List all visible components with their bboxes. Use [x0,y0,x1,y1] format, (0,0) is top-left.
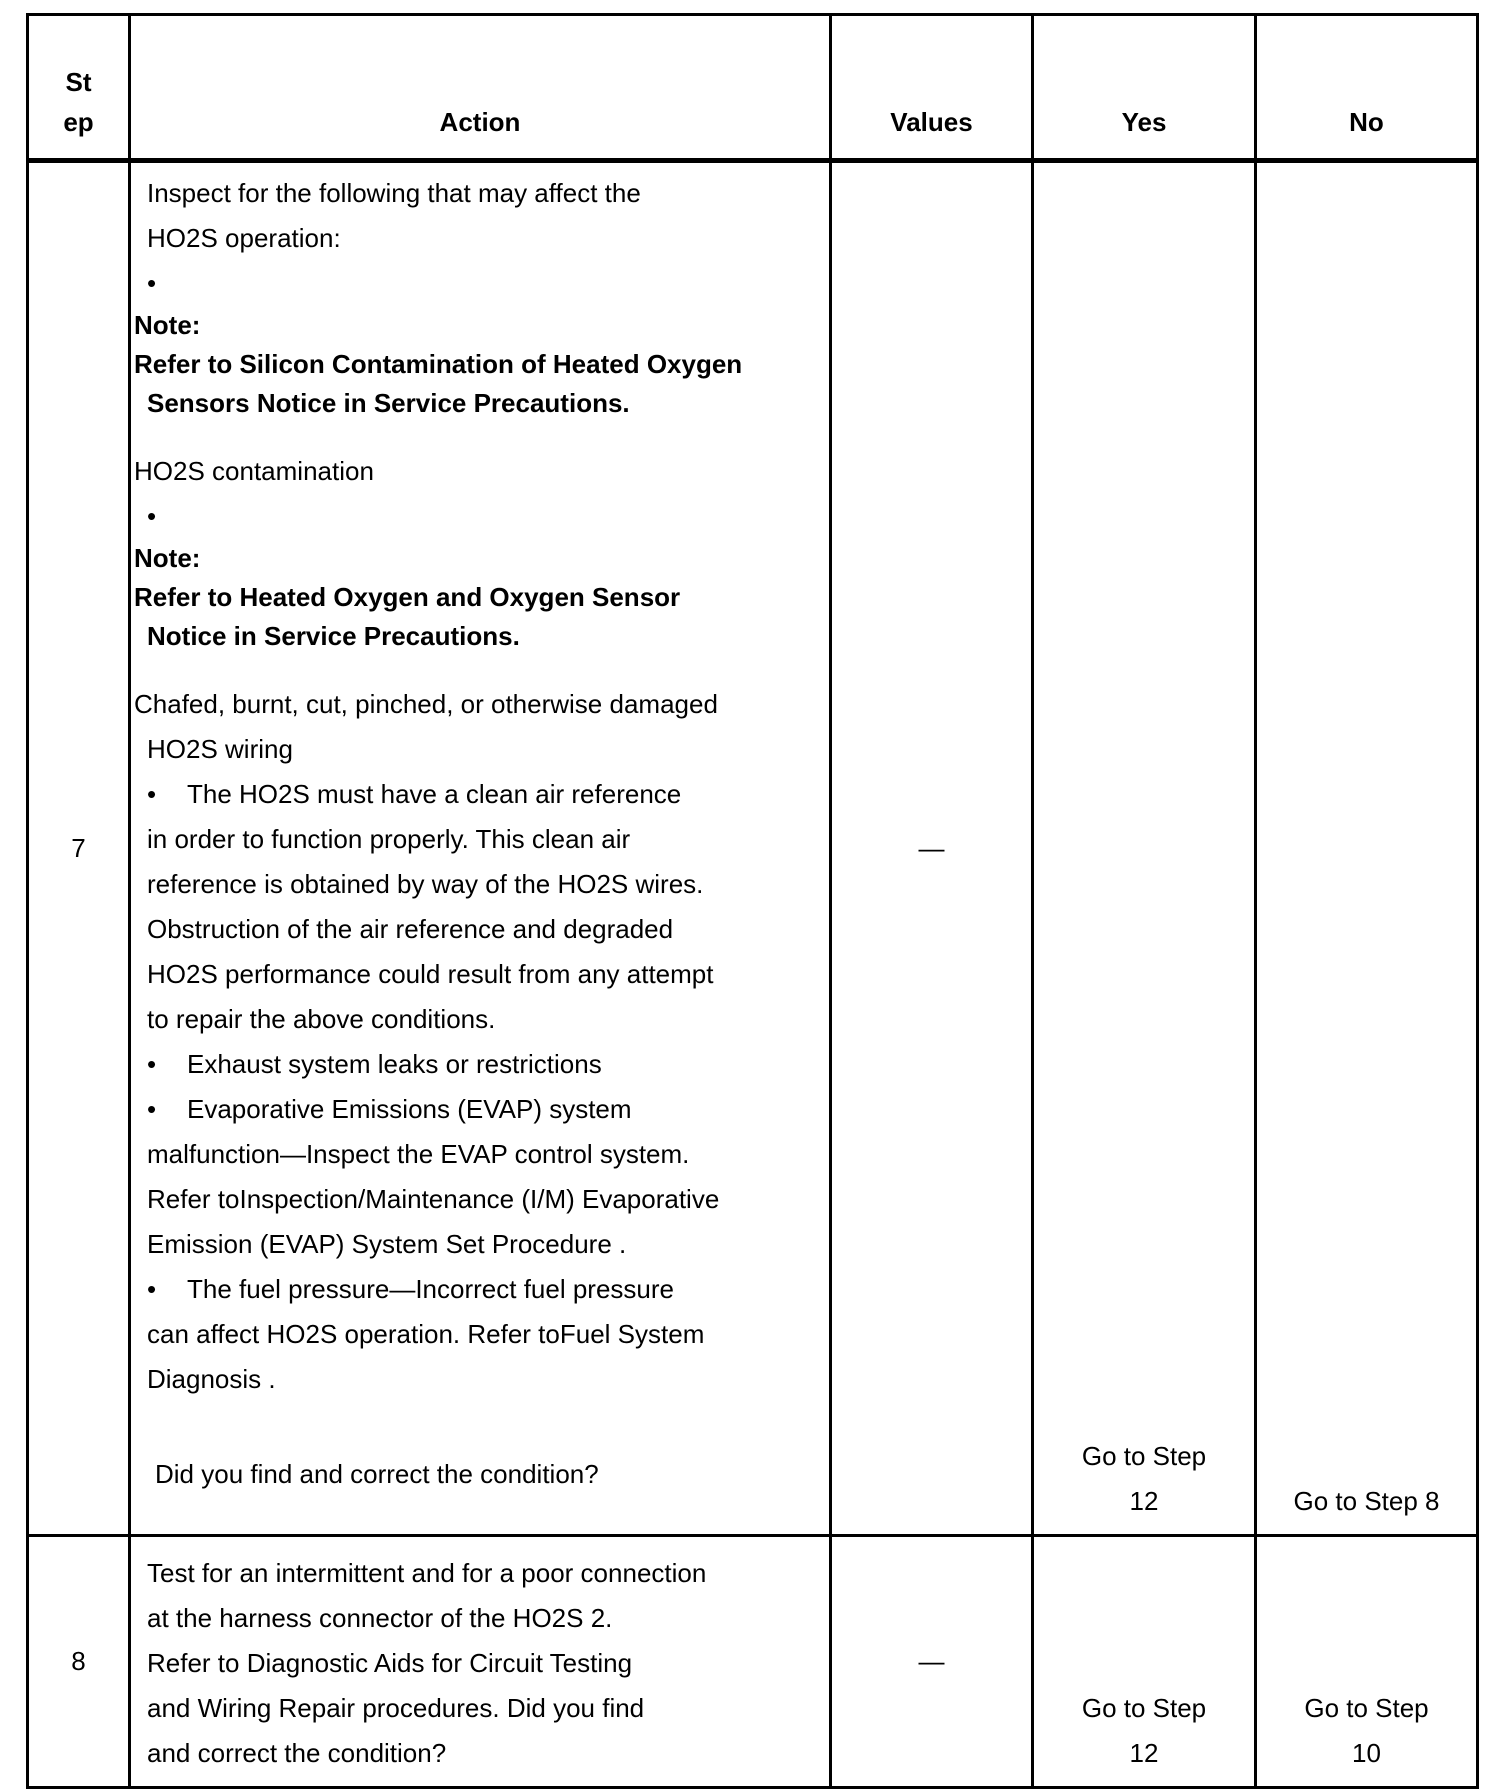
bullet-text: Evaporative Emissions (EVAP) system [187,1094,632,1124]
table-row-step-7 [28,161,1478,1536]
inspection-item: Chafed, burnt, cut, pinched, or otherwise damaged [134,689,718,719]
header-step-label: St ep [63,67,94,137]
bullet-item [134,1042,819,1087]
bullet-marker: • [147,1274,157,1304]
yes-link-line: Go to Step [1081,1693,1207,1723]
bullet-text: Obstruction of the air reference and degraded [147,914,674,944]
action-line: Refer to Diagnostic Aids for Circuit Testing [147,1648,633,1678]
values-cell: — [831,1536,1033,1788]
no-cell [1256,1536,1478,1788]
bullet-text: Refer toInspection/Maintenance (I/M) Evaporative [147,1184,720,1214]
yes-link-line: 12 [1129,1738,1159,1768]
no-link-line: Go to Step 8 [1293,1486,1440,1516]
spacer [134,423,819,449]
bullet-item [134,1267,819,1312]
action-line: Test for an intermittent and for a poor connection [147,1558,707,1588]
bullet-text: The fuel pressure—Incorrect fuel pressure [187,1274,674,1304]
no-link-line: Go to Step [1304,1693,1429,1723]
step-number: 7 [28,161,130,1536]
step-number: 8 [28,1536,130,1788]
inspection-item: HO2S wiring [147,734,293,764]
note-label: Note: [134,543,201,573]
action-line: and correct the condition? [147,1738,447,1768]
bullet-text: can affect HO2S operation. Refer toFuel System [147,1319,705,1349]
action-line: and Wiring Repair procedures. Did you find [147,1693,645,1723]
yes-cell [1033,1536,1256,1788]
bullet-marker: • [147,1049,157,1079]
bullet-marker: • [147,268,157,298]
header-row [28,15,1478,161]
bullet-item [134,1087,819,1132]
header-step [28,15,130,161]
bullet-marker: • [147,501,157,531]
header-no: No [1256,15,1478,161]
yes-cell [1033,161,1256,1536]
spacer [134,656,819,682]
note-text: Notice in Service Precautions. [147,621,520,651]
bullet-text: Emission (EVAP) System Set Procedure . [147,1229,627,1259]
bullet-item [134,772,819,817]
header-values: Values [831,15,1033,161]
bullet-text: HO2S performance could result from any attempt [147,959,714,989]
action-intro-line: Inspect for the following that may affect the [147,178,641,208]
action-question: Did you find and correct the condition? [155,1459,599,1489]
diagnostic-table [26,13,1479,1789]
header-yes: Yes [1033,15,1256,161]
diagnostic-table-frame [26,13,1476,1778]
note-text: Refer to Silicon Contamination of Heated Oxygen [134,349,743,379]
bullet-text: in order to function properly. This clean air [147,824,631,854]
note-label: Note: [134,310,201,340]
action-cell [130,161,831,1536]
bullet-text: Exhaust system leaks or restrictions [187,1049,602,1079]
note-text: Sensors Notice in Service Precautions. [147,388,630,418]
no-link-line: 10 [1352,1738,1381,1768]
spacer [134,1402,819,1442]
no-cell [1256,161,1478,1536]
bullet-text: Diagnosis . [147,1364,276,1394]
table-row-step-8 [28,1536,1478,1788]
values-cell: — [831,161,1033,1536]
bullet-text: reference is obtained by way of the HO2S wires. [147,869,704,899]
note-text: Refer to Heated Oxygen and Oxygen Sensor [134,582,681,612]
bullet-text: malfunction—Inspect the EVAP control system. [147,1139,690,1169]
header-action: Action [130,15,831,161]
bullet-text: to repair the above conditions. [147,1004,496,1034]
action-line: at the harness connector of the HO2S 2. [147,1603,613,1633]
action-cell [130,1536,831,1788]
bullet-marker: • [147,1094,157,1124]
inspection-item: HO2S contamination [134,456,374,486]
bullet-marker: • [147,779,157,809]
bullet-text: The HO2S must have a clean air reference [187,779,682,809]
yes-link-line: Go to Step [1081,1441,1207,1471]
action-intro-line: HO2S operation: [147,223,341,253]
yes-link-line: 12 [1129,1486,1159,1516]
